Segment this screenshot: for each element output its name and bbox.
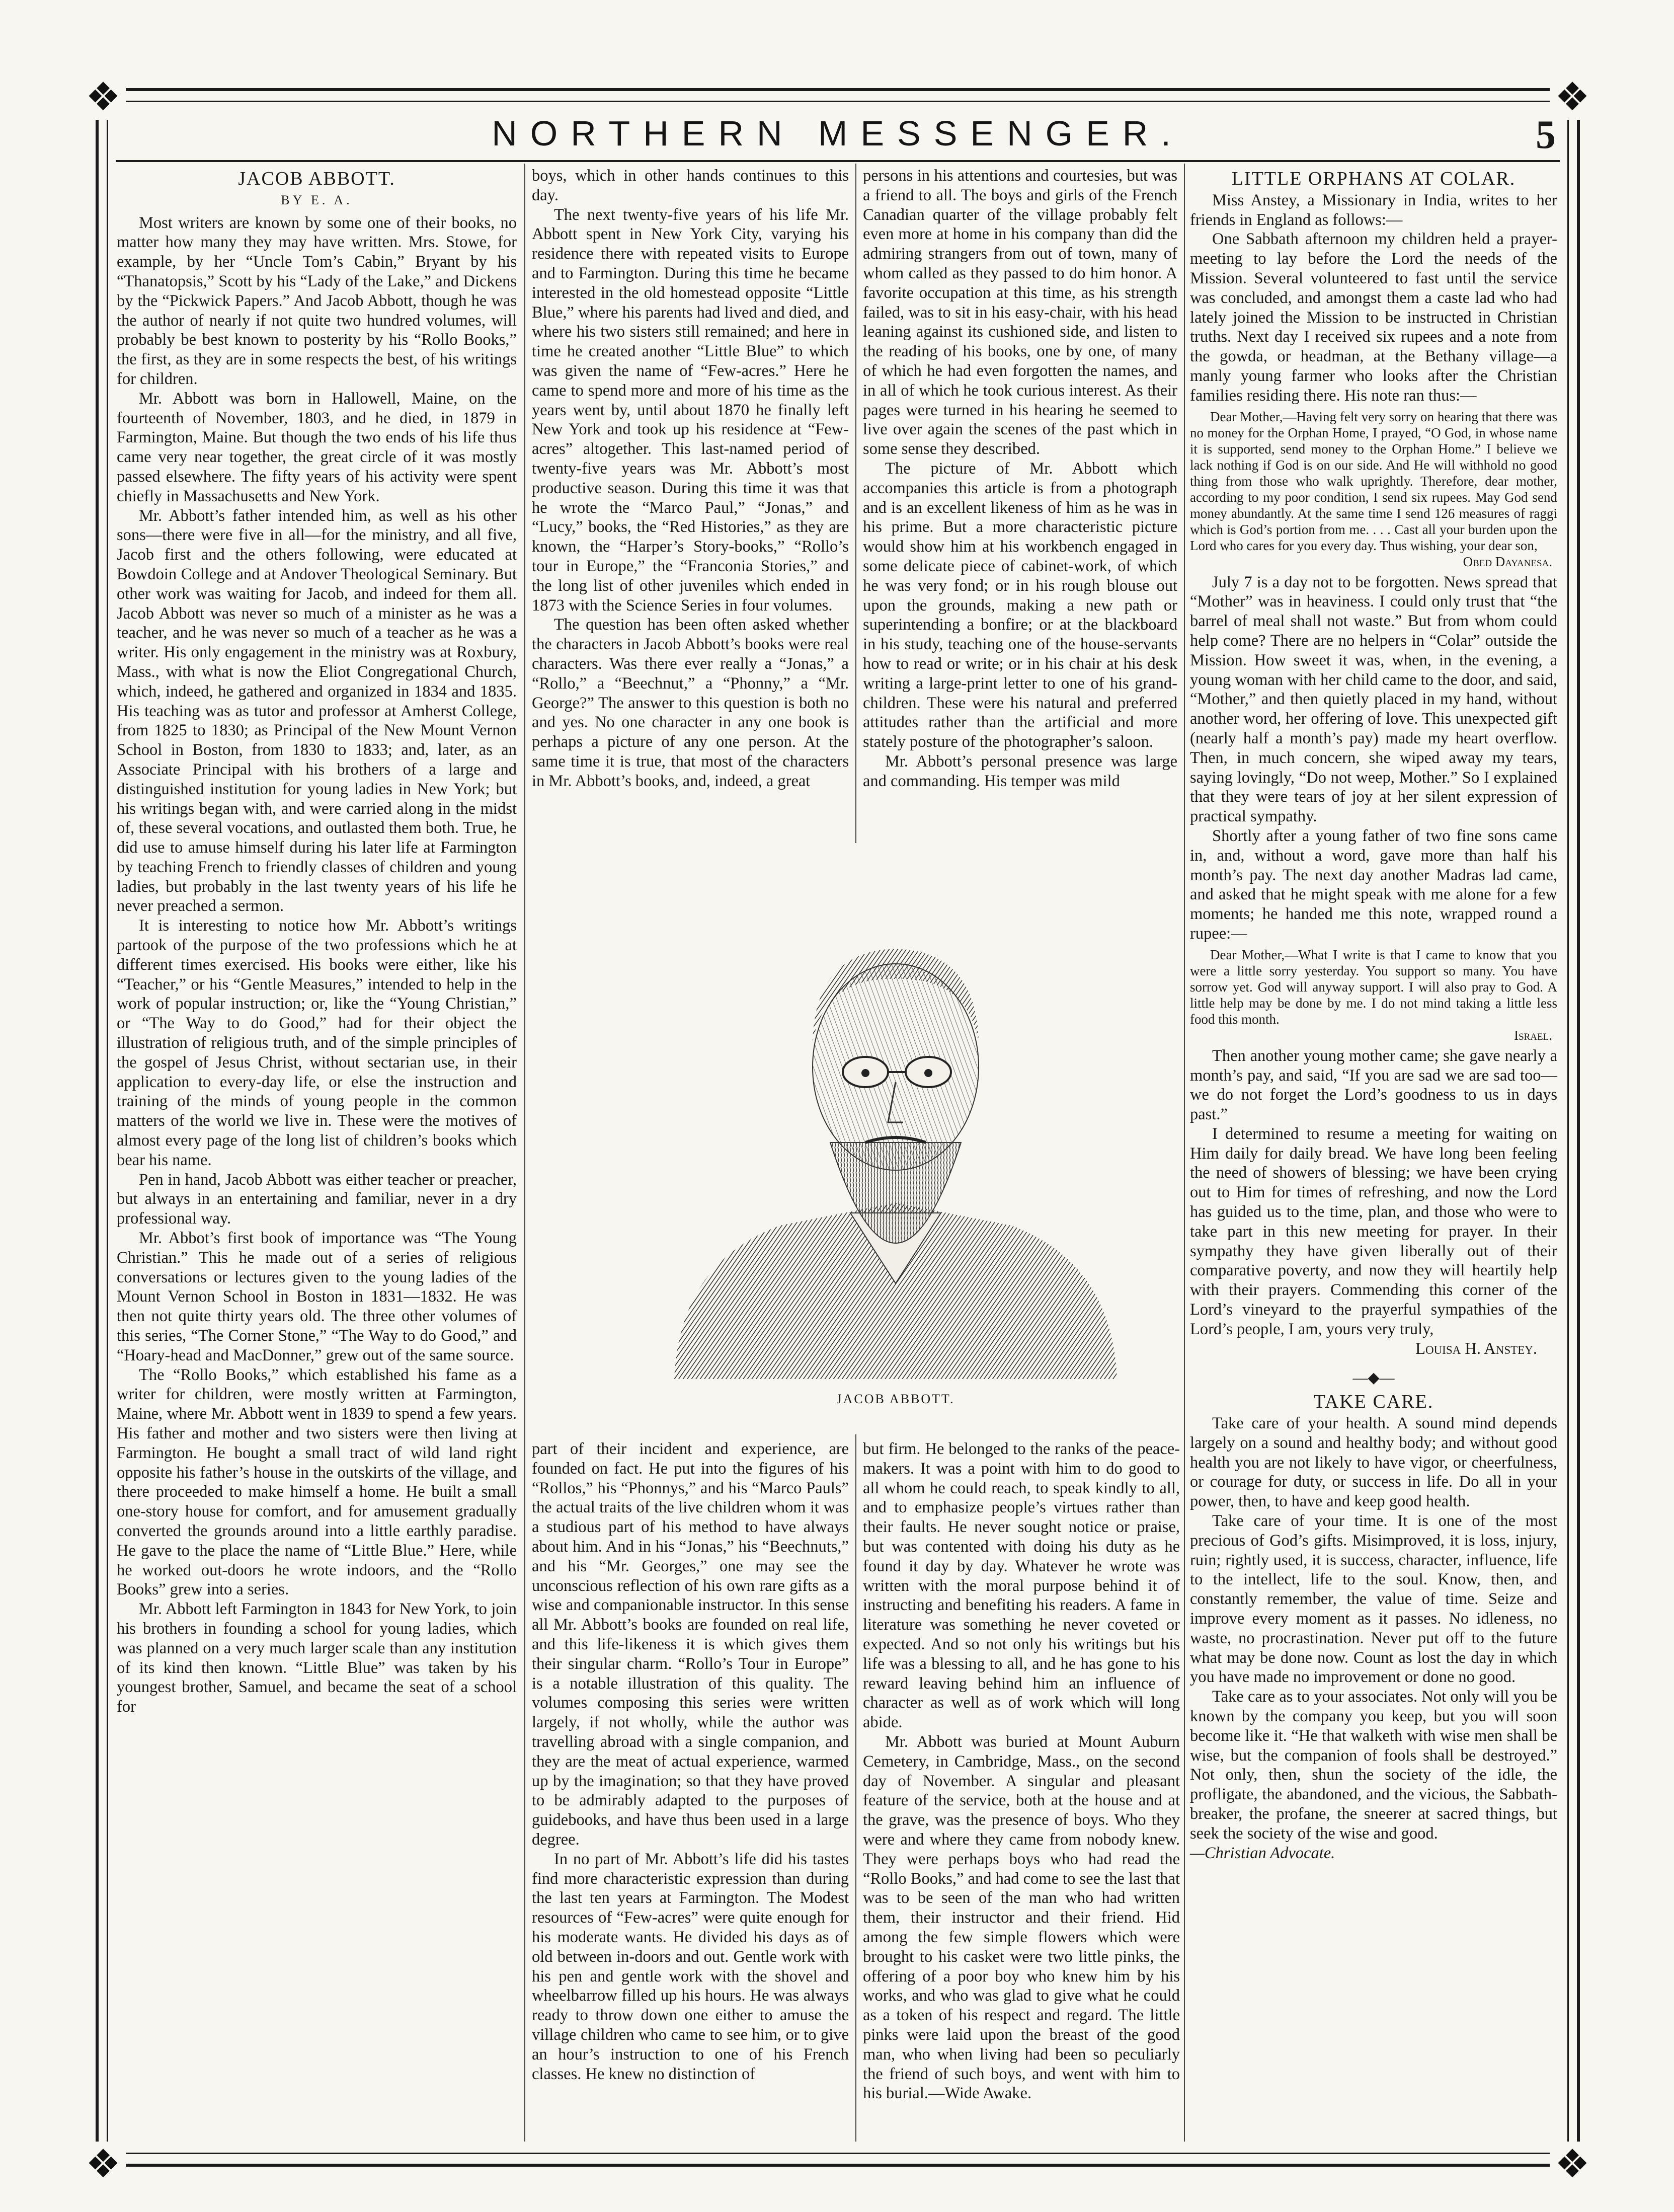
article-jacob-abbott-col1 — [117, 166, 517, 1717]
paragraph: In no part of Mr. Abbott’s life did his tastes find more characteristic expression than during the last ten years at Farmington. The Modest resources of “Few-acres” were quite enough for his moderate wants. He divided his days as of old between in-doors and out. Gentle work with his pen and gentle work with the shovel and wheelbarrow filled up his hours. He was always ready to throw down one either to amuse the village children who came to see him, or to give an hour’s instruction to one of his French classes. He knew no distinction of — [532, 1850, 849, 2083]
article-jacob-abbott-col2-lower — [532, 1439, 849, 2084]
column-rule — [855, 164, 856, 843]
masthead — [116, 108, 1560, 164]
corner-ornament-icon: ❖ — [81, 74, 126, 120]
letter-text: Dear Mother,—Having felt very sorry on hearing that there was no money for the Orphan Home, I prayed, “O God, in whose name it is supported, send money to the Orphan Home.” I believe we lack nothing if God is on our side. And He will withhold no good thing from those who walk uprightly. Therefore, dear mother, according to my poor condition, I send six rupees. May God send money abundantly. At the same time I send 126 measures of raggi which is God’s portion from me. . . . Cast all your burden upon the Lord who cares for you every day. Thus wishing, your dear son, — [1190, 409, 1557, 553]
paragraph: part of their incident and experience, are founded on fact. He put into the figures of his “Rollos,” his “Phonnys,” and his “Marco Pauls” the actual traits of the live children whom it was a studious part of his method to have always about him. And in his “Jonas,” his “Beechnuts,” and his “Mr. Georges,” one may see the unconscious reflection of his own rare gifts as a wise and companionable instructor. In this sense all Mr. Abbott’s books are founded on real life, and this life-likeness it is which gives them their singular charm. “Rollo’s Tour in Europe” is a notable illustration of this quality. The volumes composing this series were written largely, if not wholly, while the author was travelling abroad with a single companion, and they are the meat of actual experience, warmed up by the imagination; so that they have proved to be admirably adapted to the purposes of guidebooks, and have thus been used in a large degree. — [532, 1440, 849, 1849]
paragraph: Miss Anstey, a Missionary in India, writes to her friends in England as follows:— — [1190, 191, 1557, 229]
letter-quote — [1190, 409, 1557, 570]
paragraph: Mr. Abbott was born in Hallowell, Maine, on the fourteenth of November, 1803, and he died, in 1879 in Farmington, Maine. But though the two ends of his life thus came very near together, the great circle of it was mostly passed elsewhere. The fifty years of his activity were spent chiefly in Massachusetts and New York. — [117, 389, 517, 505]
paragraph: Mr. Abbott’s personal presence was large and commanding. His temper was mild — [863, 752, 1177, 790]
paragraph: The “Rollo Books,” which established his fame as a writer for children, were mostly written at Farmington, Maine, where Mr. Abbott went in 1839 to spend a few years. His father and mother and two sisters were then living at Farmington. He bought a small tract of wild land right opposite his father’s house in the outskirts of the village, and there proceeded to make himself a home. He built a small one-story house for comfort, and for amusement gradually converted the grounds around into a little earthly paradise. He gave to the place the name of “Little Blue.” Here, while he worked out-doors he wrote indoors, and the “Rollo Books” grew into a series. — [117, 1365, 517, 1599]
paragraph: Take care of your health. A sound mind depends largely on a sound and healthy body; and without good health you are not likely to have vigor, or cheerfulness, or courage for duty, or success in life. Do all in your power, then, to have and keep good health. — [1190, 1414, 1557, 1511]
page-number: 5 — [1536, 113, 1556, 157]
paragraph: July 7 is a day not to be forgotten. News spread that “Mother” was in heaviness. I could only trust that “the barrel of meal shall not waste.” But from whom could help come? There are no helpers in “Colar” outside the Mission. How sweet it was, when, in the evening, a young woman with her child came to the door, and said, “Mother,” and then quietly placed in my hand, without another word, her offering of love. This unexpected gift (nearly half a month’s pay) made my heart overflow. Then, in much concern, she wiped away my tears, saying lovingly, “Do not weep, Mother.” So I explained that they were tears of joy at her silent expression of practical sympathy. — [1190, 573, 1557, 826]
article-title: TAKE CARE. — [1313, 1391, 1434, 1413]
paragraph: It is interesting to notice how Mr. Abbott’s writings partook of the purpose of the two professions which he at different times exercised. His books were either, like his “Teacher,” or his “Gentle Measures,” intended to help in the work of popular instruction; or, like the “Young Christian,” or “The Way to do Good,” had for their object the illustration of religious truth, and of the simple principles of the gospel of Jesus Christ, without sectarian use, in their application to every-day life, or else the instruction and training of the minds of young people in the common matters of the world we live in. These were the motives of almost every page of the long list of children’s books which bear his name. — [117, 917, 517, 1169]
column-rule — [1184, 164, 1185, 2142]
column-rule — [524, 164, 525, 2142]
article-title: LITTLE ORPHANS AT COLAR. — [1231, 168, 1516, 189]
article-jacob-abbott-col2 — [532, 166, 849, 791]
letter-text: Dear Mother,—What I write is that I came to know that you were a little sorry yesterday. You support so many. You have sorrow yet. God will anyway support. I will also pray to God. A little help may be done by me. I do not mind taking a little less food this month. — [1190, 947, 1557, 1027]
article-signature: Louisa H. Anstey. — [1415, 1339, 1537, 1358]
paragraph: Mr. Abbott left Farmington in 1843 for New York, to join his brothers in founding a school for young ladies, which was planned on a very much larger scale than any institution of its kind then known. “Little Blue” was taken by his youngest brother, Samuel, and became the seat of a school for — [117, 1600, 517, 1716]
letter-quote — [1190, 947, 1557, 1043]
paragraph: Most writers are known by some one of their books, no matter how many they may have written. Mrs. Stowe, for example, by her “Uncle Tom’s Cabin,” Bryant by his “Thanatopsis,” Scott by his “Lady of the Lake,” and Dickens by the “Pickwick Papers.” And Jacob Abbott, though he was the author of nearly if not quite two hundred volumes, will probably be best known to posterity by his “Rollo Books,” the first, as they are in some respects the best, of his writings for children. — [117, 213, 517, 388]
paragraph: The next twenty-five years of his life Mr. Abbott spent in New York City, varying his residence there with repeated visits to Europe and to Farmington. During this time he became interested in the old homestead opposite “Little Blue,” where his parents had lived and died, and where his two sisters still remained; and here in time he created another “Little Blue” to which was given the name of “Few-acres.” Here he came to spend more and more of his time as the years went by, until about 1870 he finally left New York and took up his residence at “Few-acres” altogether. This last-named period of twenty-five years was Mr. Abbott’s most productive season. During this time it was that he wrote the “Marco Paul,” “Jonas,” and “Lucy,” books, the “Red Histories,” as they are known, the “Harper’s Story-books,” “Rollo’s tour in Europe,” the “Franconia Stories,” and the long list of other juveniles which ended in 1873 with the Science Series in four volumes. — [532, 205, 849, 615]
paragraph: Pen in hand, Jacob Abbott was either teacher or preacher, but always in an entertaining and familiar, never in a dry professional way. — [117, 1170, 517, 1228]
portrait-caption: JACOB ABBOTT. — [836, 1392, 955, 1406]
paragraph: boys, which in other hands continues to this day. — [532, 167, 849, 204]
divider-ornament-icon: —◆— — [1352, 1369, 1395, 1387]
column-right — [1190, 166, 1557, 1863]
paragraph: The picture of Mr. Abbott which accompanies this article is from a photograph and is an excellent likeness of him as he was in his prime. But a more characteristic picture would show him at his workbench engaged in some delicate piece of cabinet-work, of which he was very fond; or in his rough blouse out upon the grounds, making a new path or superintending a bonfire; or at the blackboard in his study, teaching one of the house-servants how to read or write; or in his chair at his desk writing a large-print letter to one of his grand-children. These were his natural and preferred attitudes rather than the artificial and more stately posture of the photographer’s saloon. — [863, 459, 1177, 751]
paragraph: but firm. He belonged to the ranks of the peace-makers. It was a point with him to do good to all whom he could reach, to speak kindly to all, and to emphasize people’s virtues rather than their faults. He never sought notice or praise, but was contented with doing his duty as he found it day by day. Whatever he wrote was written with the moral purpose behind it of instructing and benefiting his readers. A fame in literature was something he never coveted or expected. And so not only his writings but his life was a blessing to all, and he has gone to his reward leaving behind him an influence of character as well as of work which will long abide. — [863, 1440, 1180, 1732]
paragraph: Take care of your time. It is one of the most precious of God’s gifts. Misimproved, it is loss, injury, ruin; rightly used, it is success, character, influence, life to the intellect, life to the soul. Know, then, and constantly remember, the value of time. Seize and improve every moment as it passes. No idleness, no waste, no procrastination. Never put off to the future what may be done now. Count as lost the day in which you have made no improvement or done no good. — [1190, 1512, 1557, 1687]
column-rule — [855, 1434, 856, 2142]
source-credit: —Christian Advocate. — [1190, 1844, 1335, 1862]
paragraph: Mr. Abbot’s first book of importance was “The Young Christian.” This he made out of a series of religious conversations or lectures given to the young ladies of the Mount Vernon School in Boston in 1831—1832. He was then not quite thirty years old. The three other volumes of this series, “The Corner Stone,” “The Way to do Good,” and “Hoary-head and MacDonner,” grew out of the same source. — [117, 1229, 517, 1364]
article-jacob-abbott-col3-lower — [863, 1439, 1180, 2103]
paragraph: Shortly after a young father of two fine sons came in, and, without a word, gave more than half his month’s pay. The next day another Madras lad came, and asked that he might speak with me alone for a few moments; he handed me this note, wrapped round a rupee:— — [1190, 826, 1557, 943]
article-title: JACOB ABBOTT. — [238, 168, 395, 189]
corner-ornament-icon: ❖ — [81, 2142, 126, 2187]
corner-ornament-icon: ❖ — [1550, 74, 1595, 120]
paragraph: Mr. Abbott’s father intended him, as well as his other sons—there were five in all—for the ministry, and all five, Jacob first and the others following, were educated at Bowdoin College and at Andover Theological Seminary. But other work was waiting for Jacob, and indeed for them all. Jacob Abbott was never so much of a minister as he was a teacher, and he was never so much of a teacher as he was a writer. His only engagement in the ministry was at Roxbury, Mass., with what is now the Eliot Congregational Church, which, indeed, he gathered and organized in 1834 and 1835. His teaching was as tutor and professor at Amherst College, from 1825 to 1830; as Principal of the New Mount Vernon School in Boston, from 1830 to 1833; and, later, as an Associate Principal with his brothers of a large and distinguished institution for young ladies in New York; but his writings began with, and were carried along in the midst of, these several vocations, and outlasted them both. True, he did use to amuse himself during his later life at Farmington by teaching French to friendly classes of children and young ladies, but probably in the last twenty years of his life he never preached a sermon. — [117, 506, 517, 916]
paragraph: persons in his attentions and courtesies, but was a friend to all. The boys and girls of the French Canadian quarter of the village probably felt even more at home in his company than did the admiring strangers from out of town, many of whom called as they passed to do him honor. A favorite occupation at this time, as his strength failed, was to sit in his easy-chair, with his head leaning against its cushioned side, and listen to the reading of his books, one by one, of many of which he had even forgotten the names, and in all of which he took curious interest. As their pages were turned in his hearing he seemed to live over again the scenes of the past which in some sense they described. — [863, 167, 1177, 459]
paragraph: One Sabbath afternoon my children held a prayer-meeting to lay before the Lord the needs of the Mission. Several volunteered to fast until the service was concluded, and amongst them a caste lad who had lately joined the Mission to be instructed in Christian truths. Next day I received six rupees and a note from the gowda, or headman, at the Bethany village—a manly young farmer who looks after the Christian families residing there. His note ran thus:— — [1190, 230, 1557, 405]
letter-signature: Israel. — [1514, 1027, 1552, 1043]
article-byline: BY E. A. — [281, 192, 353, 207]
paragraph: The question has been often asked whether the characters in Jacob Abbott’s books were real characters. Was there ever really a “Jonas,” a “Rollo,” a “Beechnut,” a “Phonny,” a “Mr. George?” The answer to this question is both no and yes. No one character in any one book is perhaps a picture of any one person. At the same time it is true, that most of the characters in Mr. Abbott’s books, and, indeed, a great — [532, 616, 849, 790]
masthead-title: NORTHERN MESSENGER. — [492, 114, 1184, 153]
paragraph: Then another young mother came; she gave nearly a month’s pay, and said, “If you are sad we are sad too—we do not forget the Lord’s goodness to us in days past.” — [1190, 1046, 1557, 1124]
masthead-rule — [116, 160, 1560, 162]
letter-signature: Obed Dayanesa. — [1463, 554, 1552, 569]
corner-ornament-icon: ❖ — [1550, 2142, 1595, 2187]
portrait-engraving — [614, 851, 1177, 1384]
paragraph: Take care as to your associates. Not only will you be known by the company you keep, but you will soon become like it. “He that walketh with wise men shall be wise, but the companion of fools shall be destroyed.” Not only, then, shun the society of the idle, the profligate, the abandoned, and the vicious, the Sabbath-breaker, the profane, the sneerer at sacred things, but seek the society of the wise and good. — [1190, 1688, 1557, 1843]
paragraph: Mr. Abbott was buried at Mount Auburn Cemetery, in Cambridge, Mass., on the second day of November. A singular and pleasant feature of the service, both at the house and at the grave, was the presence of boys. Who they were and where they came from nobody knew. They were perhaps boys who had read the “Rollo Books,” and had come to see the last that was to be seen of the man who had written them, their instructor and their friend. Hid among the few simple flowers which were brought to his casket were two little pinks, the offering of a poor boy who knew him by his works, and who was glad to give what he could as a token of his respect and regard. The little pinks were laid upon the breast of the good man, who when living had been so peculiarly the friend of such boys, and went with him to his burial.—Wide Awake. — [863, 1732, 1180, 2103]
paragraph: I determined to resume a meeting for waiting on Him daily for daily bread. We have long been feeling the need of showers of blessing; we have been crying out to Him for times of refreshing, and now the Lord has guided us to the time, plan, and those who were to take part in this new meeting for prayer. In their sympathy they have given liberally out of their comparative poverty, and now they will heartily help with their prayers. Commending this corner of the Lord’s vineyard to the prayerful sympathies of the Lord’s people, I am, yours very truly, — [1190, 1124, 1557, 1338]
portrait-image — [614, 851, 1177, 1384]
article-jacob-abbott-col3 — [863, 166, 1177, 791]
